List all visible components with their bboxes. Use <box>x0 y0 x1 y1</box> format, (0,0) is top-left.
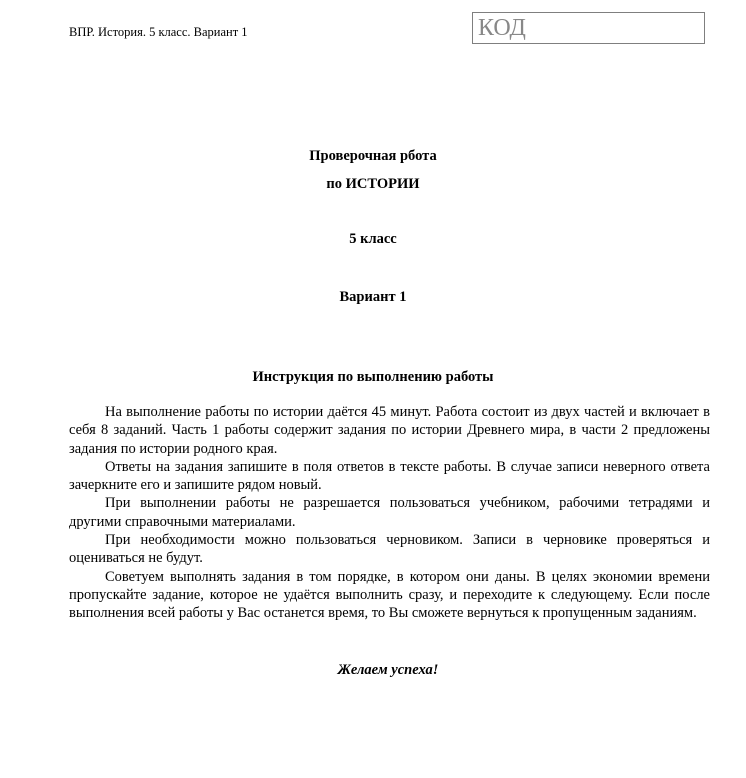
instruction-paragraph: Ответы на задания запишите в поля ответов в тексте работы. В случае записи неверного ответа зачеркните его и запишите рядом новый. <box>69 458 710 494</box>
code-field-label: КОД <box>478 15 526 41</box>
instruction-paragraph: При необходимости можно пользоваться черновиком. Записи в черновике проверяться и оцениваться не будут. <box>69 532 710 567</box>
title-line-2: по ИСТОРИИ <box>326 176 420 192</box>
code-field <box>472 12 705 44</box>
instruction-paragraph: Советуем выполнять задания в том порядке, в котором они даны. В целях экономии времени пропускайте задание, которое не удаётся выполнить сразу, и переходите к следующему. Если после выполнения всей работы у Вас останется время, то Вы сможете вернуться к пропущенным заданиям. <box>69 568 710 622</box>
instructions-body <box>69 403 710 623</box>
grade-label: 5 класс <box>349 231 397 247</box>
instruction-paragraph: При выполнении работы не разрешается пользоваться учебником, рабочими тетрадями и другими справочными материалами. <box>69 495 710 530</box>
title-line-1: Проверочная рбота <box>309 148 437 164</box>
document-header-label: ВПР. История. 5 класс. Вариант 1 <box>69 25 248 39</box>
instructions-heading: Инструкция по выполнению работы <box>252 369 494 385</box>
variant-label: Вариант 1 <box>339 289 407 305</box>
closing-wish: Желаем успеха! <box>337 662 439 678</box>
instruction-paragraph: На выполнение работы по истории даётся 45 минут. Работа состоит из двух частей и включает в себя 8 заданий. Часть 1 работы содержит задания по истории Древнего мира, в части 2 предложены задания по истории родного края. <box>69 404 710 457</box>
